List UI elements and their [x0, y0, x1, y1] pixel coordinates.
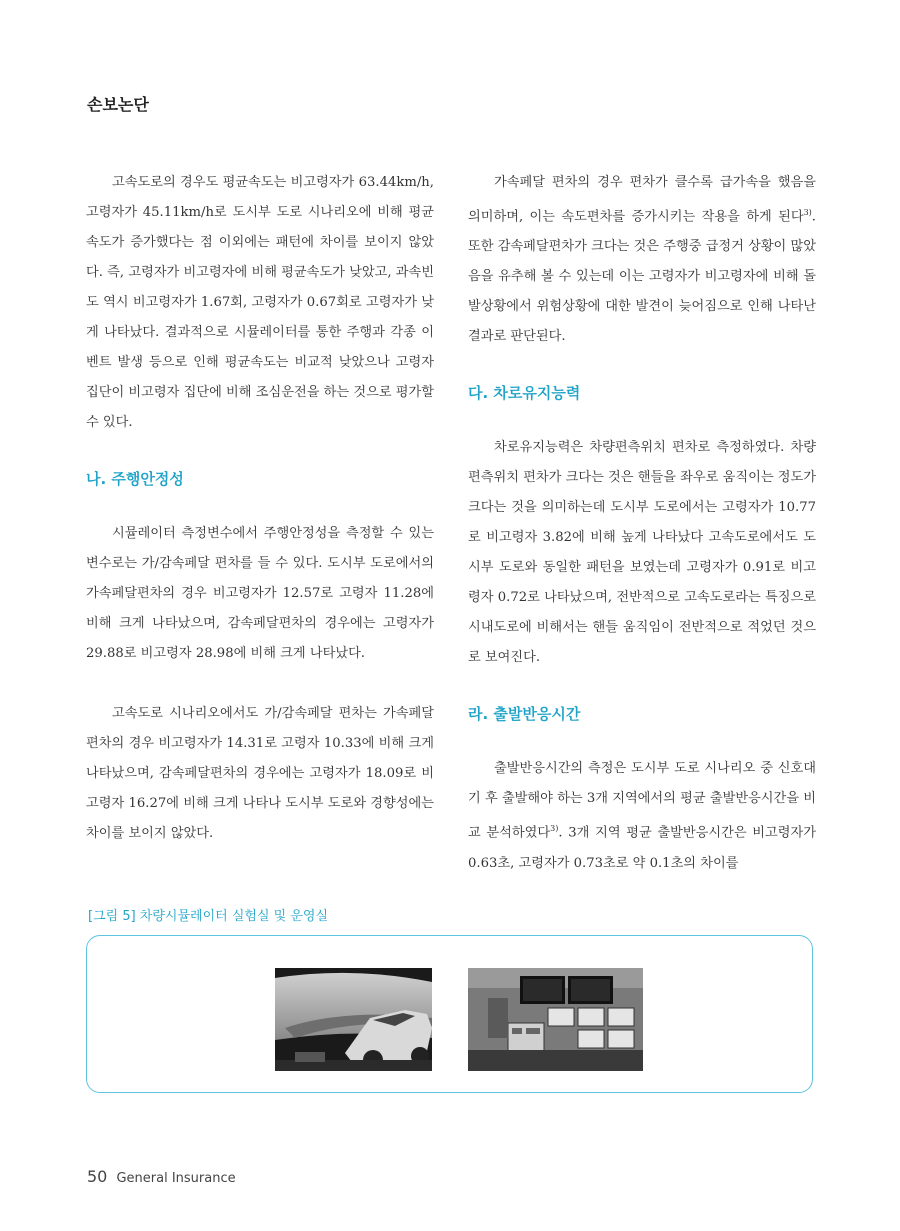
paragraph-text: 고속도로의 경우도 평균속도는 비고령자가 63.44km/h, 고령자가 45.11km/h로 도시부 도로 시나리오에 비해 평균속도가 증가했다는 점 이외에는 패턴에 차이를 보이지 않았다. 즉, 고령자가 비고령자에 비해 평균속도가 낮았고, 과속빈도 역시 비고령자가 1.67회, 고령자가 0.67회로 고령자가 낮게 나타났다. 결과적으로 시뮬레이터를 통한 주행과 각종 이벤트 발생 등으로 인해 평균속도는 비교적 낮았으나 고령자 집단이 비고령자 집단에 비해 조심운전을 하는 것으로 평가할 수 있다.	[86, 175, 434, 430]
footnote-ref: 3)	[803, 208, 812, 217]
paragraph-text: . 3개 지역 평균 출발반응시간은 비고령자가 0.63초, 고령자가 0.73초로 약 0.1초의 차이를	[468, 825, 816, 871]
paragraph-text: 출발반응시간의 측정은 도시부 도로 시나리오 중 신호대기 후 출발해야 하는 3개 지역에서의 평균 출발반응시간을 비교 분석하였다	[468, 761, 816, 841]
paragraph	[86, 519, 434, 669]
figure-frame	[86, 935, 813, 1093]
paragraph	[468, 168, 816, 352]
figure-caption: [그림 5] 차량시뮬레이터 실험실 및 운영실	[88, 909, 329, 924]
paragraph-text: 고속도로 시나리오에서도 가/감속페달 편차는 가속페달편차의 경우 비고령자가 14.31로 고령자 10.33에 비해 크게 나타났으며, 감속페달편차의 경우에는 고령자가 18.09로 비고령자 16.27에 비해 크게 나타나 도시부 도로와 경향성에는 차이를 보이지 않았다.	[86, 706, 434, 841]
section-title: 나. 주행안정성	[86, 470, 184, 488]
footnote-ref: 3)	[550, 824, 559, 834]
paragraph	[468, 754, 816, 878]
paragraph	[86, 168, 434, 438]
page-footer	[87, 1167, 236, 1186]
publication-name: General Insurance	[116, 1171, 236, 1186]
page-number: 50	[87, 1167, 108, 1186]
paragraph	[86, 699, 434, 849]
simulator-lab-photo	[275, 968, 432, 1071]
section-header: 손보논단	[87, 95, 149, 114]
paragraph-text: . 또한 감속페달편차가 크다는 것은 주행중 급정거 상황이 많았음을 유추해 볼 수 있는데 이는 고령자가 비고령자에 비해 돌발상황에서 위험상황에 대한 발견이 늦어짐으로 인해 나타난 결과로 판단된다.	[468, 209, 816, 345]
operations-room-photo	[468, 968, 643, 1071]
section-title: 라. 출발반응시간	[468, 705, 581, 724]
paragraph-text: 시뮬레이터 측정변수에서 주행안정성을 측정할 수 있는 변수로는 가/감속페달 편차를 들 수 있다. 도시부 도로에서의 가속페달편차의 경우 비고령자가 12.57로 고령자 11.28에 비해 크게 나타났으며, 감속페달편차의 경우에는 고령자가 29.88로 비고령자 28.98에 비해 크게 나타났다.	[86, 526, 434, 661]
section-title: 다. 차로유지능력	[468, 384, 581, 403]
left-column	[86, 168, 434, 849]
paragraph-text: 차로유지능력은 차량편측위치 편차로 측정하였다. 차량편측위치 편차가 크다는 것은 핸들을 좌우로 움직이는 정도가 크다는 것을 의미하는데 도시부 도로에서는 고령자가 10.77로 비고령자 3.82에 비해 높게 나타났다 고속도로에서도 도시부 도로와 동일한 패턴을 보였는데 고령자가 0.91로 비고령자 0.72로 나타났으며, 전반적으로 고속도로라는 특징으로 시내도로에 비해서는 핸들 움직임이 전반적으로 적었던 것으로 보여진다.	[468, 440, 816, 666]
paragraph	[468, 433, 816, 673]
paragraph-text: 가속페달 편차의 경우 편차가 클수록 급가속을 했음을 의미하며, 이는 속도편차를 증가시키는 작용을 하게 된다	[468, 175, 816, 225]
right-column	[468, 168, 816, 879]
